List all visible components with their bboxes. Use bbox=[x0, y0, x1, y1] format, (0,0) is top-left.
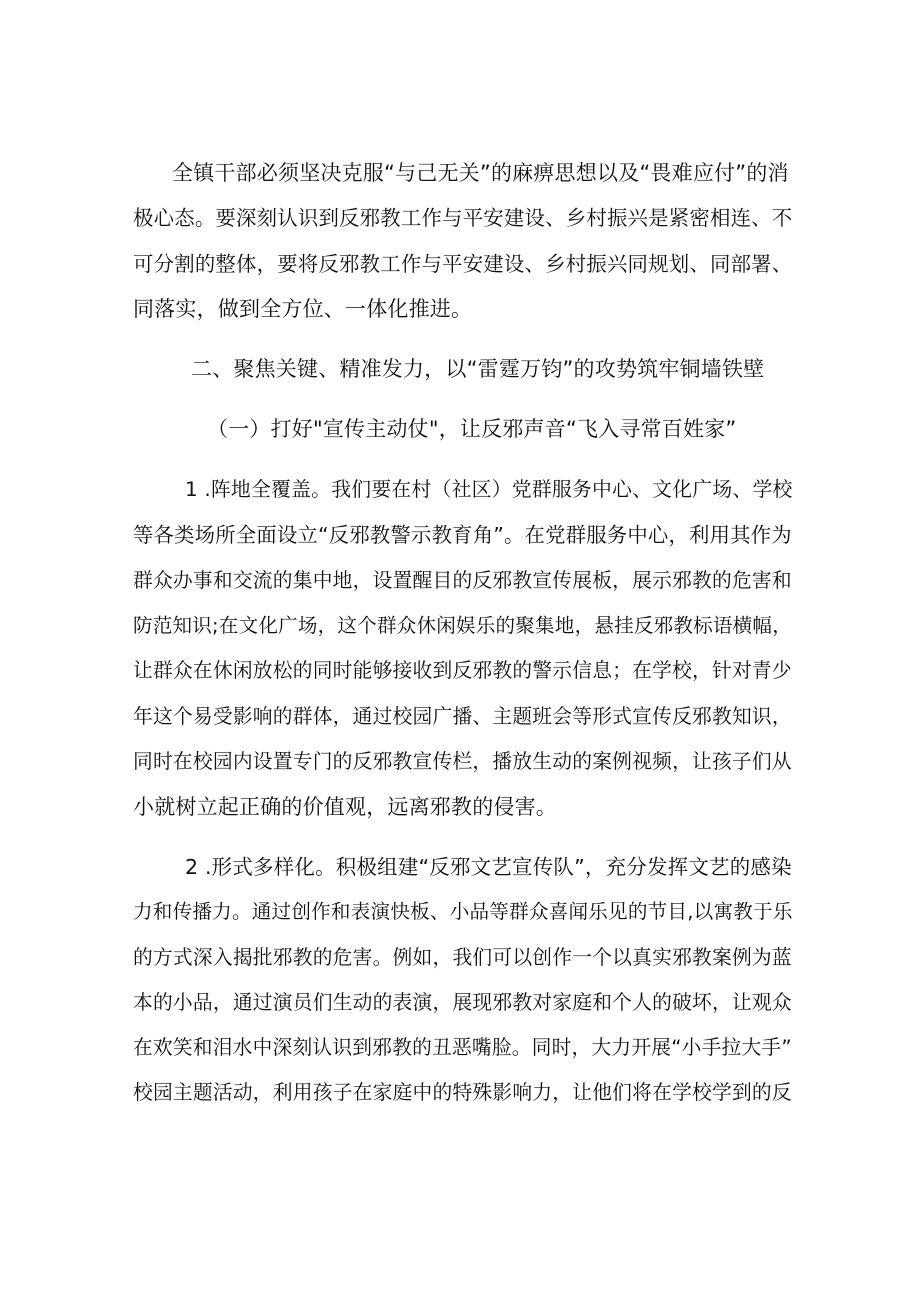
paragraph-line: 同落实，做到全方位、一体化推进。 bbox=[133, 297, 473, 321]
paragraph-line: 防范知识;在文化广场，这个群众休闲娱乐的聚集地，悬挂反邪教标语横幅， bbox=[133, 614, 792, 637]
paragraph-line: 全镇干部必须坚决克服“与己无关”的麻痹思想以及“畏难应付”的消 bbox=[172, 161, 789, 185]
paragraph-line: 同时在校园内设置专门的反邪教宣传栏，播放生动的案例视频，让孩子们从 bbox=[133, 750, 792, 773]
section-heading: 二、聚焦关键、精准发力，以“雷霆万钧”的攻势筑牢铜墙铁壁 bbox=[191, 357, 765, 381]
paragraph-line: 让群众在休闲放松的同时能够接收到反邪教的警示信息；在学校，针对青少 bbox=[133, 659, 792, 682]
paragraph-line: 小就树立起正确的价值观，远离邪教的侵害。 bbox=[133, 795, 557, 819]
subsection-heading: （一）打好"宣传主动仗"，让反邪声音“飞入寻常百姓家” bbox=[207, 417, 737, 441]
paragraph-line: 2 .形式多样化。积极组建“反邪文艺宣传队”，充分发挥文艺的感染 bbox=[185, 855, 792, 879]
paragraph-line: 年这个易受影响的群体，通过校园广播、主题班会等形式宣传反邪教知识， bbox=[133, 705, 792, 728]
paragraph-line: 1 .阵地全覆盖。我们要在村（社区）党群服务中心、文化广场、学校 bbox=[185, 478, 793, 501]
paragraph-line: 在欢笑和泪水中深刻认识到邪教的丑恶嘴脸。同时，大力开展“小手拉大手” bbox=[133, 1036, 792, 1059]
paragraph-line: 校园主题活动，利用孩子在家庭中的特殊影响力，让他们将在学校学到的反 bbox=[133, 1081, 792, 1104]
paragraph-line: 力和传播力。通过创作和表演快板、小品等群众喜闻乐见的节目,以寓教于乐 bbox=[133, 900, 793, 923]
paragraph-line: 群众办事和交流的集中地，设置醒目的反邪教宣传展板，展示邪教的危害和 bbox=[133, 569, 792, 592]
paragraph-line: 可分割的整体，要将反邪教工作与平安建设、乡村振兴同规划、同部署、 bbox=[133, 252, 793, 276]
paragraph-line: 等各类场所全面设立“反邪教警示教育角”。在党群服务中心，利用其作为 bbox=[133, 523, 792, 547]
paragraph-line: 极心态。要深刻认识到反邪教工作与平安建设、乡村振兴是紧密相连、不 bbox=[133, 206, 793, 230]
paragraph-line: 本的小品，通过演员们生动的表演，展现邪教对家庭和个人的破坏，让观众 bbox=[133, 991, 792, 1014]
paragraph-line: 的方式深入揭批邪教的危害。例如，我们可以创作一个以真实邪教案例为蓝 bbox=[133, 946, 792, 969]
